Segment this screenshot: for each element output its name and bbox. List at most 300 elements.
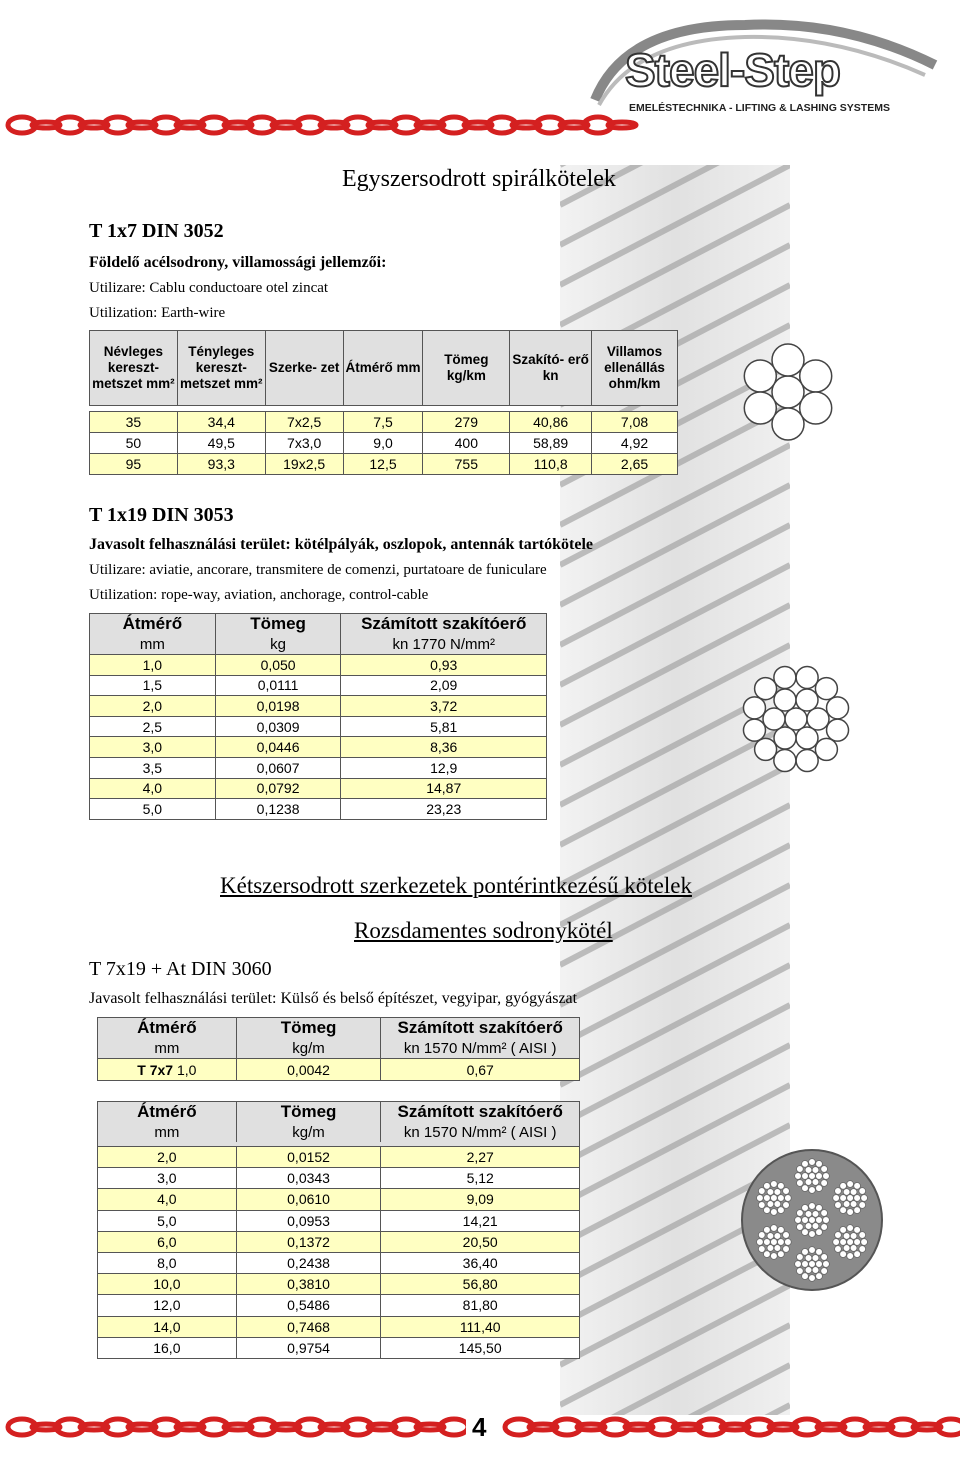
cell: 0,9754 [236, 1337, 381, 1358]
wire-circle [805, 1179, 812, 1186]
wire-circle [809, 1231, 816, 1238]
unit-kn: kn 1570 N/mm² ( AISI ) [381, 1038, 580, 1059]
wire-circle [807, 708, 829, 730]
cell: 0,0953 [236, 1210, 381, 1231]
cell: 0,1372 [236, 1231, 381, 1252]
wire-circle [861, 1239, 868, 1246]
wire-circle [847, 1225, 854, 1232]
wire-circle [809, 1261, 816, 1268]
wire-circle [850, 1233, 857, 1240]
cell: 8,36 [341, 737, 547, 758]
wire-circle [859, 1232, 866, 1239]
wire-circle [840, 1226, 847, 1233]
cell: 0,0610 [236, 1189, 381, 1210]
wire-circle [854, 1195, 861, 1202]
heading-stainless: Rozsdamentes sodronykötél [354, 918, 613, 943]
wire-circle [809, 1173, 816, 1180]
wire-circle [774, 666, 796, 688]
wire-circle [816, 1173, 823, 1180]
wire-circle [795, 1173, 802, 1180]
cell: 20,50 [381, 1231, 580, 1252]
wire-circle [777, 1182, 784, 1189]
wire-circle [816, 1185, 823, 1192]
cell: 0,1238 [215, 799, 341, 820]
wire-circle [821, 1166, 828, 1173]
wire-circle [843, 1245, 850, 1252]
table-row [98, 1252, 580, 1273]
wire-circle [802, 1204, 809, 1211]
wire-circle [763, 1207, 770, 1214]
wire-circle [795, 1217, 802, 1224]
wire-circle [770, 1253, 777, 1260]
cell: 0,050 [215, 655, 341, 676]
header-diameter: Átmérő [98, 1102, 237, 1123]
header-breaking-force: Számított szakítóerő [381, 1102, 580, 1123]
wire-circle [827, 719, 849, 741]
section3-subtitle: Javasolt felhasználási terület: Külső és belső építészet, vegyipar, gyógyászat [89, 990, 578, 1007]
wire-circle [821, 1268, 828, 1275]
table-row [90, 655, 547, 676]
table-row [90, 737, 547, 758]
wire-circle [821, 1224, 828, 1231]
wire-circle [802, 1185, 809, 1192]
wire-circle [854, 1239, 861, 1246]
wire-circle [763, 1182, 770, 1189]
cell: 279 [423, 412, 510, 433]
wire-circle [783, 1202, 790, 1209]
row-label: T 7x7 [137, 1061, 174, 1078]
wire-circle [816, 1160, 823, 1167]
cell: 16,0 [98, 1337, 237, 1358]
header-weight: Tömeg kg/km [423, 331, 510, 406]
wire-circle [802, 1229, 809, 1236]
wire-circle [796, 689, 818, 711]
wire-circle [802, 1273, 809, 1280]
cell: 0,5486 [236, 1295, 381, 1316]
wire-circle [795, 1261, 802, 1268]
wire-circle [833, 1195, 840, 1202]
cell: 1,5 [90, 675, 216, 696]
cell: 4,0 [90, 778, 216, 799]
table-row [98, 1168, 580, 1189]
wire-circle [802, 1248, 809, 1255]
cell: 81,80 [381, 1295, 580, 1316]
cell: 7,08 [592, 412, 678, 433]
wire-circle [809, 1217, 816, 1224]
wire-circle [809, 1203, 816, 1210]
header-weight: Tömeg [236, 1018, 381, 1039]
wire-circle [783, 1188, 790, 1195]
cross-section-1x7-icon [736, 340, 840, 444]
cross-section-7x19-icon [740, 1148, 884, 1292]
unit-mm: mm [98, 1038, 237, 1059]
wire-circle [823, 1217, 830, 1224]
wire-circle [854, 1251, 861, 1258]
wire-circle [755, 678, 777, 700]
table-row [98, 1189, 580, 1210]
wire-circle [805, 1211, 812, 1218]
cell: 2,0 [98, 1147, 237, 1168]
cell: 9,0 [343, 433, 423, 454]
wire-circle [774, 1201, 781, 1208]
wire-circle [835, 1246, 842, 1253]
cell: 10,0 [98, 1274, 237, 1295]
header-breaking-force: Számított szakítóerő [381, 1018, 580, 1039]
table-row [98, 1295, 580, 1316]
wire-circle [743, 719, 765, 741]
cell: 2,0 [90, 696, 216, 717]
wire-circle [796, 1254, 803, 1261]
header-diameter: Átmérő mm [343, 331, 423, 406]
cell: 0,0198 [215, 696, 341, 717]
wire-circle [783, 1232, 790, 1239]
wire-circle [796, 750, 818, 772]
wire-circle [763, 708, 785, 730]
wire-circle [835, 1202, 842, 1209]
cell: 40,86 [510, 412, 592, 433]
cell: 5,0 [98, 1210, 237, 1231]
wire-circle [767, 1245, 774, 1252]
logo-tagline: EMELÉSTECHNIKA - LIFTING & LASHING SYSTEMS [629, 102, 890, 114]
wire-circle [843, 1189, 850, 1196]
wire-circle [843, 1233, 850, 1240]
wire-circle [756, 1239, 763, 1246]
wire-circle [847, 1253, 854, 1260]
wire-circle [758, 1202, 765, 1209]
wire-circle [802, 1261, 809, 1268]
table-row [90, 675, 547, 696]
cell: 0,0343 [236, 1168, 381, 1189]
unit-mm: mm [98, 1122, 237, 1142]
wire-circle [821, 1180, 828, 1187]
cell: 14,0 [98, 1316, 237, 1337]
wire-circle [774, 727, 796, 749]
unit-kg-m: kg/m [236, 1038, 381, 1059]
cross-section-1x19-icon [732, 655, 860, 783]
wire-circle [816, 1248, 823, 1255]
header-resistance: Villamos ellenállás ohm/km [592, 331, 678, 406]
cell: 34,4 [177, 412, 265, 433]
wire-circle [840, 1251, 847, 1258]
wire-circle [756, 1195, 763, 1202]
wire-circle [796, 727, 818, 749]
cell: 0,0446 [215, 737, 341, 758]
cell: 0,0792 [215, 778, 341, 799]
section2-subtitle: Javasolt felhasználási terület: kötélpályák, oszlopok, antennák tartókötele [89, 536, 593, 553]
wire-circle [796, 1268, 803, 1275]
logo [585, 5, 955, 120]
wire-circle [785, 708, 807, 730]
cell: 2,09 [341, 675, 547, 696]
table-row [90, 757, 547, 778]
table-row [90, 799, 547, 820]
wire-circle [796, 666, 818, 688]
cell: 58,89 [510, 433, 592, 454]
wire-circle [854, 1226, 861, 1233]
wire-circle [758, 1188, 765, 1195]
heading-double-stranded: Kétszersodrott szerkezetek pontérintkezésű kötelek [220, 873, 692, 898]
cell: 0,0111 [215, 675, 341, 696]
cell: 4,0 [98, 1189, 237, 1210]
cell: 1,0 [176, 1061, 197, 1078]
header-actual-cross-section: Tényleges kereszt- metszet mm² [177, 331, 265, 406]
section1-line1: Utilizare: Cablu conductoare otel zincat [89, 280, 329, 296]
wire-circle [821, 1254, 828, 1261]
cell: 0,67 [381, 1059, 580, 1081]
wire-circle [805, 1223, 812, 1230]
logo-brand: Steel-Step [625, 44, 840, 96]
wire-circle [847, 1181, 854, 1188]
wire-circle [796, 1224, 803, 1231]
wire-circle [812, 1267, 819, 1274]
wire-circle [833, 1239, 840, 1246]
cell: 2,27 [381, 1147, 580, 1168]
header-structure: Szerke- zet [265, 331, 343, 406]
section1-subtitle: Földelő acélsodrony, villamossági jellemzői: [89, 254, 387, 271]
cell: 0,0607 [215, 757, 341, 778]
cell: 6,0 [98, 1231, 237, 1252]
page-number: 4 [466, 1412, 492, 1443]
cell: 400 [423, 433, 510, 454]
cell: 0,0152 [236, 1147, 381, 1168]
wire-circle [823, 1173, 830, 1180]
wire-circle [843, 1201, 850, 1208]
wire-circle [777, 1207, 784, 1214]
cell: 5,81 [341, 716, 547, 737]
chain-link [608, 122, 636, 128]
wire-circle [816, 1229, 823, 1236]
section1-title: T 1x7 DIN 3052 [89, 220, 224, 242]
cell: 3,72 [341, 696, 547, 717]
wire-circle [767, 1233, 774, 1240]
table-row [90, 778, 547, 799]
table-row [90, 433, 678, 454]
cell: 8,0 [98, 1252, 237, 1273]
table-row [98, 1210, 580, 1231]
cell: 2,5 [90, 716, 216, 737]
wire-circle [777, 1239, 784, 1246]
wire-circle [763, 1226, 770, 1233]
cell: 14,21 [381, 1210, 580, 1231]
wire-circle [812, 1223, 819, 1230]
cell: 14,87 [341, 778, 547, 799]
cell: 3,0 [90, 737, 216, 758]
wire-circle [774, 1189, 781, 1196]
wire-circle [827, 697, 849, 719]
wire-circle [809, 1275, 816, 1282]
wire-circle [755, 738, 777, 760]
cell: 2,65 [592, 454, 678, 475]
cell: 36,40 [381, 1252, 580, 1273]
unit-kn: kn 1570 N/mm² ( AISI ) [381, 1122, 580, 1142]
section2-line2: Utilization: rope-way, aviation, anchorage, control-cable [89, 587, 429, 603]
cell: 19x2,5 [265, 454, 343, 475]
cell: 50 [90, 433, 178, 454]
header-diameter: Átmérő [98, 1018, 237, 1039]
header-weight: Tömeg [236, 1102, 381, 1123]
wire-circle [777, 1195, 784, 1202]
wire-circle [809, 1187, 816, 1194]
wire-circle [840, 1239, 847, 1246]
main-title: Egyszersodrott spirálkötelek [342, 166, 616, 192]
wire-circle [802, 1217, 809, 1224]
table-row [98, 1147, 580, 1168]
cell: 755 [423, 454, 510, 475]
cell: 12,9 [341, 757, 547, 778]
wire-circle [850, 1245, 857, 1252]
section4-table [97, 1101, 580, 1359]
wire-circle [805, 1255, 812, 1262]
table-row [98, 1337, 580, 1358]
cell: 35 [90, 412, 178, 433]
table-row [98, 1231, 580, 1252]
wire-circle [770, 1239, 777, 1246]
wire-circle [770, 1225, 777, 1232]
wire-circle [812, 1255, 819, 1262]
section3-title: T 7x19 + At DIN 3060 [89, 958, 272, 980]
wire-circle [784, 1239, 791, 1246]
wire-circle [821, 1210, 828, 1217]
wire-circle [770, 1181, 777, 1188]
cell: 12,5 [343, 454, 423, 475]
cell: 0,0042 [236, 1059, 381, 1081]
wire-circle [816, 1204, 823, 1211]
wire-circle [847, 1239, 854, 1246]
unit-kn: kn 1770 N/mm² [341, 634, 547, 655]
wire-circle [758, 1232, 765, 1239]
wire-circle [767, 1201, 774, 1208]
wire-circle [743, 697, 765, 719]
table-row [98, 1316, 580, 1337]
header-breaking-force: Szakító- erő kn [510, 331, 592, 406]
chain-decoration-top [0, 100, 640, 150]
wire-circle [767, 1189, 774, 1196]
wire-circle [763, 1239, 770, 1246]
cell: 0,0309 [215, 716, 341, 737]
table-row [90, 412, 678, 433]
cell: 5,0 [90, 799, 216, 820]
wire-circle [861, 1195, 868, 1202]
wire-circle [847, 1209, 854, 1216]
wire-circle [763, 1195, 770, 1202]
wire-circle [812, 1211, 819, 1218]
wire-circle [859, 1202, 866, 1209]
wire-circle [783, 1246, 790, 1253]
unit-mm: mm [90, 634, 216, 655]
cell: 0,7468 [236, 1316, 381, 1337]
wire-circle [774, 689, 796, 711]
wire-circle [784, 1195, 791, 1202]
header-weight: Tömeg [215, 614, 341, 635]
cell: 95 [90, 454, 178, 475]
wire-circle [840, 1195, 847, 1202]
cell: 111,40 [381, 1316, 580, 1337]
wire-circle [840, 1182, 847, 1189]
wire-circle [854, 1207, 861, 1214]
wire-circle [816, 1217, 823, 1224]
wire-circle [802, 1173, 809, 1180]
table-row [98, 1059, 580, 1081]
wire-circle [859, 1246, 866, 1253]
wire-circle [854, 1182, 861, 1189]
wire-circle [816, 1273, 823, 1280]
header-nominal-cross-section: Névleges kereszt- metszet mm² [90, 331, 178, 406]
cell: 23,23 [341, 799, 547, 820]
section1-line2: Utilization: Earth-wire [89, 305, 226, 321]
cell: 7x2,5 [265, 412, 343, 433]
cell: 7,5 [343, 412, 423, 433]
wire-circle [835, 1188, 842, 1195]
header-breaking-force: Számított szakítóerő [341, 614, 547, 635]
wire-circle [859, 1188, 866, 1195]
table-row [98, 1274, 580, 1295]
unit-kg: kg [215, 634, 341, 655]
wire-circle [796, 1210, 803, 1217]
wire-circle [850, 1189, 857, 1196]
wire-circle [805, 1267, 812, 1274]
wire-circle [805, 1167, 812, 1174]
cell: 110,8 [510, 454, 592, 475]
section2-title: T 1x19 DIN 3053 [89, 504, 234, 526]
wire-circle [840, 1207, 847, 1214]
cell: 5,12 [381, 1168, 580, 1189]
cell: 3,5 [90, 757, 216, 778]
wire-circle [770, 1195, 777, 1202]
cell: 1,0 [90, 655, 216, 676]
wire-circle [774, 750, 796, 772]
wire-circle [809, 1159, 816, 1166]
wire-circle [835, 1232, 842, 1239]
wire-circle [815, 738, 837, 760]
cell: 0,3810 [236, 1274, 381, 1295]
cell: 4,92 [592, 433, 678, 454]
table-row [90, 716, 547, 737]
wire-circle [774, 1245, 781, 1252]
wire-circle [770, 1209, 777, 1216]
wire-circle [796, 1180, 803, 1187]
table-row [90, 696, 547, 717]
cell: 145,50 [381, 1337, 580, 1358]
cell: 93,3 [177, 454, 265, 475]
wire-circle [774, 1233, 781, 1240]
wire-circle [847, 1195, 854, 1202]
wire-circle [802, 1160, 809, 1167]
section2-line1: Utilizare: aviatie, ancorare, transmitere de comenzi, purtatoare de funiculare [89, 562, 547, 578]
cell: 12,0 [98, 1295, 237, 1316]
wire-circle [758, 1246, 765, 1253]
wire-circle [763, 1251, 770, 1258]
cell: 56,80 [381, 1274, 580, 1295]
cell: 0,2438 [236, 1252, 381, 1273]
wire-circle [809, 1247, 816, 1254]
section1-table [89, 330, 678, 475]
wire-circle [850, 1201, 857, 1208]
wire-circle [812, 1179, 819, 1186]
unit-kg-m: kg/m [236, 1122, 381, 1142]
header-diameter: Átmérő [90, 614, 216, 635]
cell: 0,93 [341, 655, 547, 676]
cell: 49,5 [177, 433, 265, 454]
wire-circle [823, 1261, 830, 1268]
wire-circle [812, 1167, 819, 1174]
cell: 3,0 [98, 1168, 237, 1189]
cell: 7x3,0 [265, 433, 343, 454]
table-row [90, 454, 678, 475]
wire-circle [815, 678, 837, 700]
section3-table [97, 1017, 580, 1081]
wire-circle [796, 1166, 803, 1173]
section2-table [89, 613, 547, 820]
